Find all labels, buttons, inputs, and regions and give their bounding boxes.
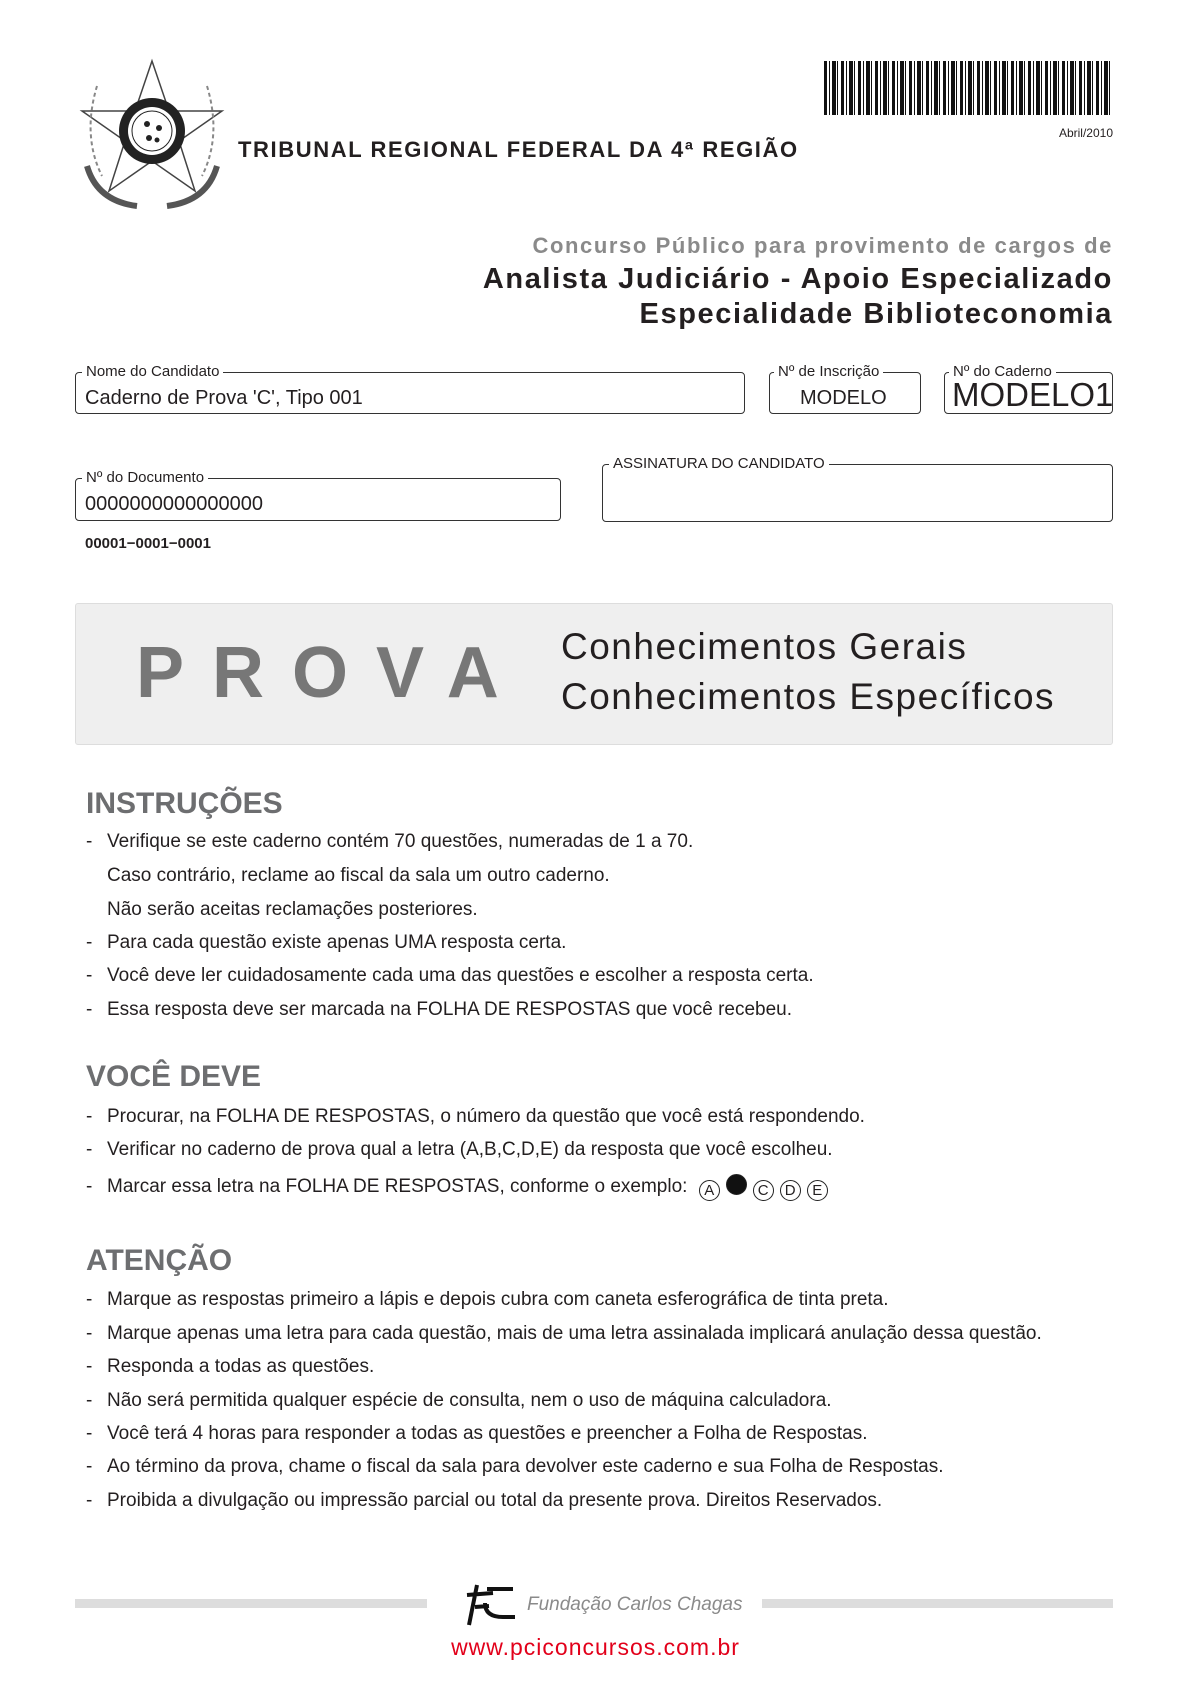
answer-circle-a: A — [699, 1180, 720, 1201]
nome-value: Caderno de Prova 'C', Tipo 001 — [85, 387, 363, 409]
list-item: Caso contrário, reclame ao fiscal da sala um outro caderno. — [107, 865, 610, 886]
list-item: - Proibida a divulgação ou impressão parcial ou total da presente prova. Direitos Reservados. — [86, 1490, 883, 1511]
list-item: - Não será permitida qualquer espécie de consulta, nem o uso de máquina calculadora. — [86, 1390, 832, 1411]
website-link[interactable]: www.pciconcursos.com.br — [451, 1634, 740, 1660]
list-item: - Procurar, na FOLHA DE RESPOSTAS, o número da questão que você está respondendo. — [86, 1106, 865, 1127]
caderno-label: Nº do Caderno — [949, 363, 1056, 380]
list-item: - Marque apenas uma letra para cada questão, mais de uma letra assinalada implicará anulação dessa questão. — [86, 1323, 1042, 1344]
organization-name: Fundação Carlos Chagas — [527, 1594, 743, 1615]
answer-circle-c: C — [753, 1180, 774, 1201]
list-item: - Ao término da prova, chame o fiscal da sala para devolver este caderno e sua Folha de Respostas. — [86, 1456, 944, 1477]
documento-value: 0000000000000000 — [85, 493, 263, 515]
especialidade-title: Especialidade Biblioteconomia — [639, 298, 1113, 330]
answer-circle-e: E — [807, 1180, 828, 1201]
list-item: - Verifique se este caderno contém 70 questões, numeradas de 1 a 70. — [86, 831, 694, 852]
caderno-value: MODELO1 — [952, 376, 1114, 413]
assinatura-field[interactable] — [602, 455, 1113, 522]
inscricao-label: Nº de Inscrição — [774, 363, 883, 380]
list-item: - Você deve ler cuidadosamente cada uma das questões e escolher a resposta certa. — [86, 965, 814, 986]
fcc-logo-icon — [463, 1583, 519, 1627]
list-item: - Marque as respostas primeiro a lápis e depois cubra com caneta esferográfica de tinta preta. — [86, 1289, 889, 1310]
caderno-field[interactable] — [944, 363, 1114, 414]
exam-date: Abril/2010 — [1058, 126, 1113, 140]
answer-circle-d: D — [780, 1180, 801, 1201]
booklet-code: 00001−0001−0001 — [85, 535, 211, 552]
list-item: - Você terá 4 horas para responder a todas as questões e preencher a Folha de Respostas. — [86, 1423, 868, 1444]
footer-divider-right — [762, 1599, 1113, 1608]
list-item: - Responda a todas as questões. — [86, 1356, 375, 1377]
nome-field[interactable] — [75, 363, 745, 414]
answer-circle-filled — [726, 1174, 747, 1195]
list-item: Não serão aceitas reclamações posteriores. — [107, 899, 478, 920]
subject-especificos: Conhecimentos Específicos — [561, 676, 1056, 717]
instrucoes-heading: INSTRUÇÕES — [86, 787, 283, 820]
subject-gerais: Conhecimentos Gerais — [561, 626, 968, 667]
list-item: - Para cada questão existe apenas UMA resposta certa. — [86, 932, 567, 953]
prova-word: PROVA — [136, 633, 527, 713]
nome-label: Nome do Candidato — [82, 363, 223, 380]
atencao-heading: ATENÇÃO — [86, 1244, 233, 1277]
inscricao-field[interactable] — [769, 363, 921, 414]
inscricao-value: MODELO — [800, 387, 887, 409]
institution-title: TRIBUNAL REGIONAL FEDERAL DA 4ª REGIÃO — [238, 137, 799, 162]
list-item: - Marcar essa letra na FOLHA DE RESPOSTAS, conforme o exemplo: A C D E — [86, 1174, 828, 1201]
brazil-coat-of-arms-emblem — [77, 56, 227, 216]
assinatura-label: ASSINATURA DO CANDIDATO — [609, 455, 829, 472]
prova-banner — [75, 603, 1113, 745]
list-item: - Essa resposta deve ser marcada na FOLHA DE RESPOSTAS que você recebeu. — [86, 999, 793, 1020]
footer-divider-left — [75, 1599, 427, 1608]
concurso-heading: Concurso Público para provimento de cargos de — [532, 233, 1113, 258]
cargo-title: Analista Judiciário - Apoio Especializado — [482, 263, 1113, 295]
documento-label: Nº do Documento — [82, 469, 208, 486]
voce-deve-heading: VOCÊ DEVE — [86, 1060, 262, 1093]
list-item: - Verificar no caderno de prova qual a letra (A,B,C,D,E) da resposta que você escolheu. — [86, 1139, 833, 1160]
barcode — [824, 61, 1113, 115]
documento-field[interactable] — [75, 469, 561, 521]
